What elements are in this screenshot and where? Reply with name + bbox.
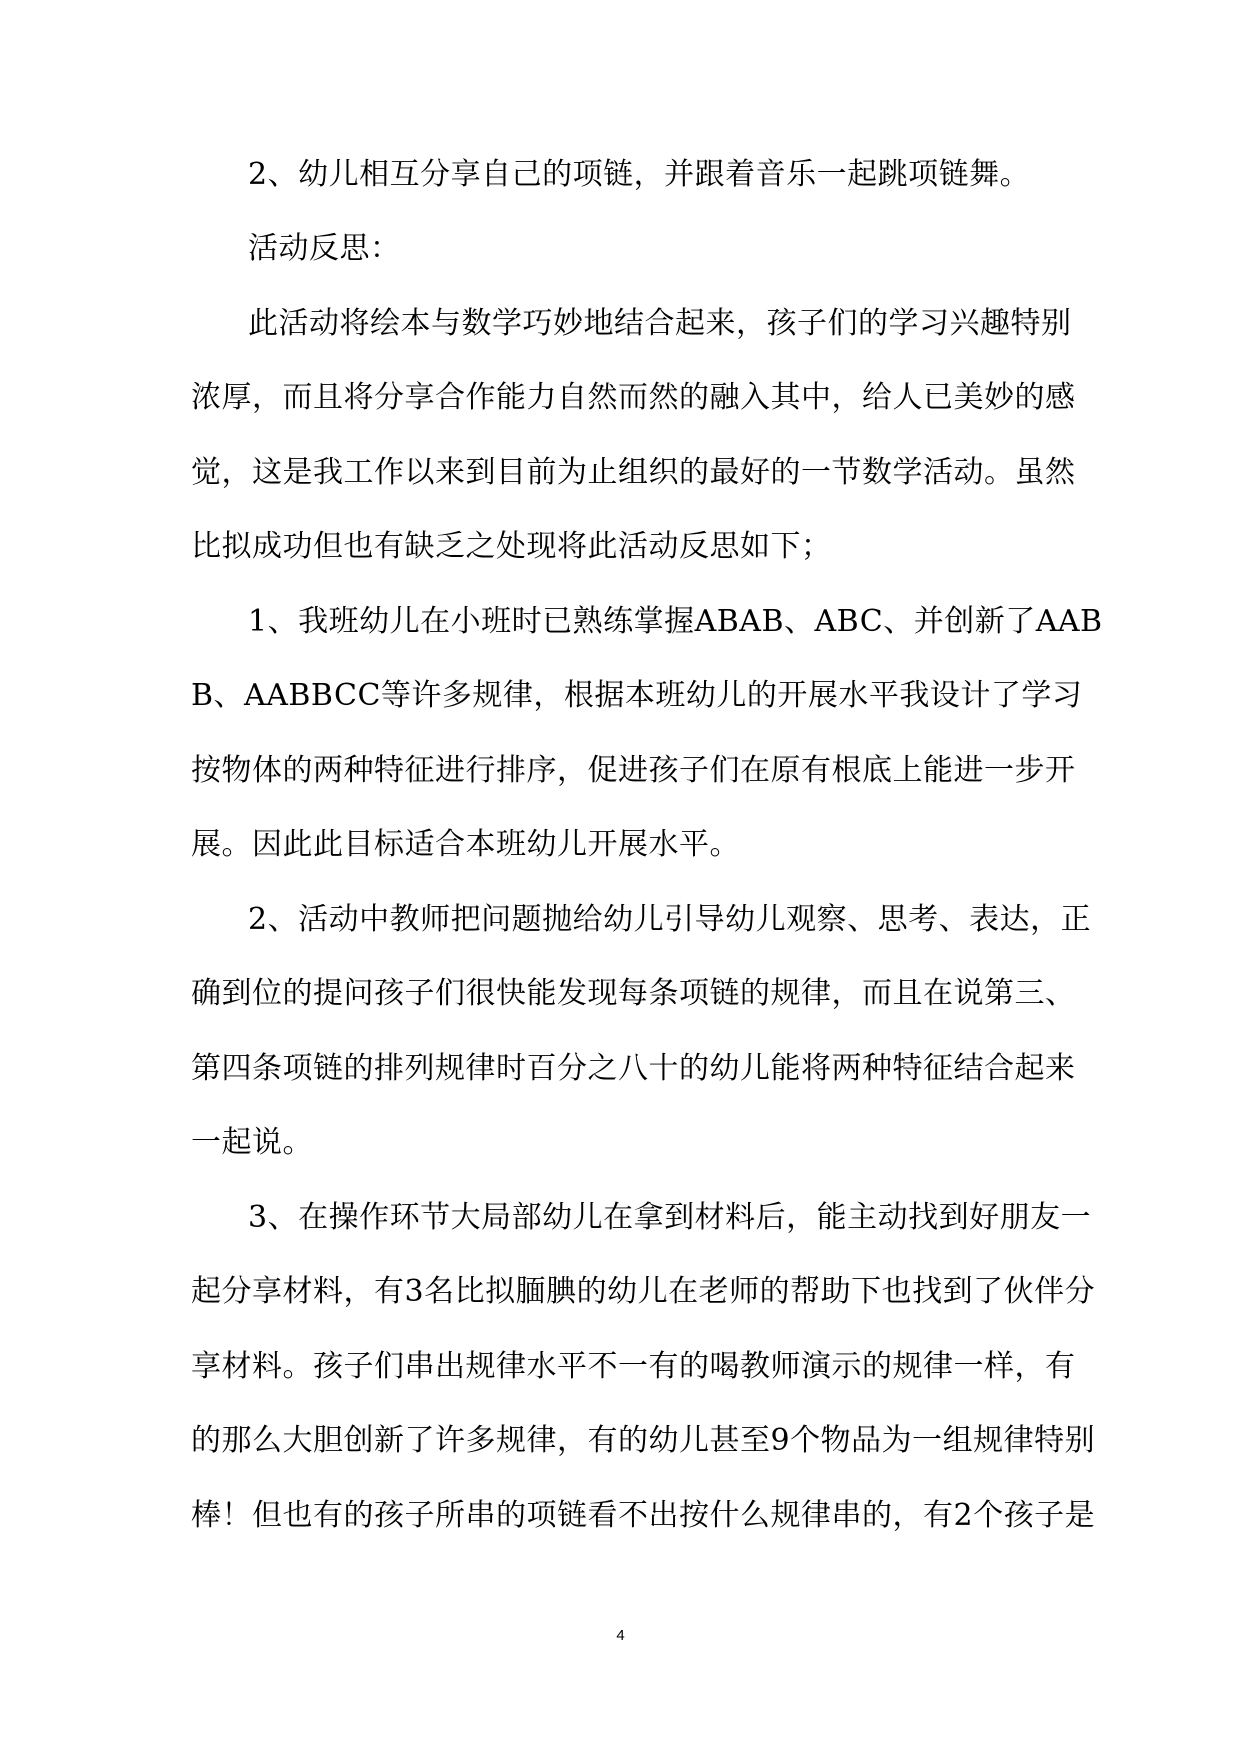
paragraph-line: 浓厚，而且将分享合作能力自然而然的融入其中，给人已美妙的感 [191, 380, 1076, 415]
paragraph-line: 确到位的提问孩子们很快能发现每条项链的规律，而且在说第三、 [191, 976, 1076, 1011]
paragraph-line: 起分享材料，有3名比拟腼腆的幼儿在老师的帮助下也找到了伙伴分 [191, 1274, 1096, 1309]
paragraph-line: 一起说。 [191, 1125, 313, 1160]
paragraph-line: 2、活动中教师把问题抛给幼儿引导幼儿观察、思考、表达，正 [248, 902, 1092, 937]
paragraph-line: 的那么大胆创新了许多规律，有的幼儿甚至9个物品为一组规律特别 [191, 1423, 1096, 1458]
paragraph-line: 展。因此此目标适合本班幼儿开展水平。 [191, 827, 740, 862]
paragraph-line: 2、幼儿相互分享自己的项链，并跟着音乐一起跳项链舞。 [248, 157, 1031, 192]
paragraph-line: 觉，这是我工作以来到目前为止组织的最好的一节数学活动。虽然 [191, 455, 1076, 490]
paragraph-line: 棒！但也有的孩子所串的项链看不出按什么规律串的，有2个孩子是 [191, 1498, 1096, 1533]
paragraph-line: B、AABBCC等许多规律，根据本班幼儿的开展水平我设计了学习 [191, 678, 1083, 713]
page-number: 4 [616, 1627, 625, 1644]
paragraph-line: 此活动将绘本与数学巧妙地结合起来，孩子们的学习兴趣特别 [248, 306, 1072, 341]
paragraph-line: 第四条项链的排列规律时百分之八十的幼儿能将两种特征结合起来 [191, 1051, 1076, 1086]
paragraph-line: 享材料。孩子们串出规律水平不一有的喝教师演示的规律一样，有 [191, 1349, 1076, 1384]
paragraph-line: 1、我班幼儿在小班时已熟练掌握ABAB、ABC、并创新了AAB [248, 604, 1103, 639]
paragraph-line: 按物体的两种特征进行排序，促进孩子们在原有根底上能进一步开 [191, 753, 1076, 788]
section-heading: 活动反思： [248, 231, 401, 266]
paragraph-line: 3、在操作环节大局部幼儿在拿到材料后，能主动找到好朋友一 [248, 1200, 1092, 1235]
paragraph-line: 比拟成功但也有缺乏之处现将此活动反思如下； [191, 529, 832, 564]
